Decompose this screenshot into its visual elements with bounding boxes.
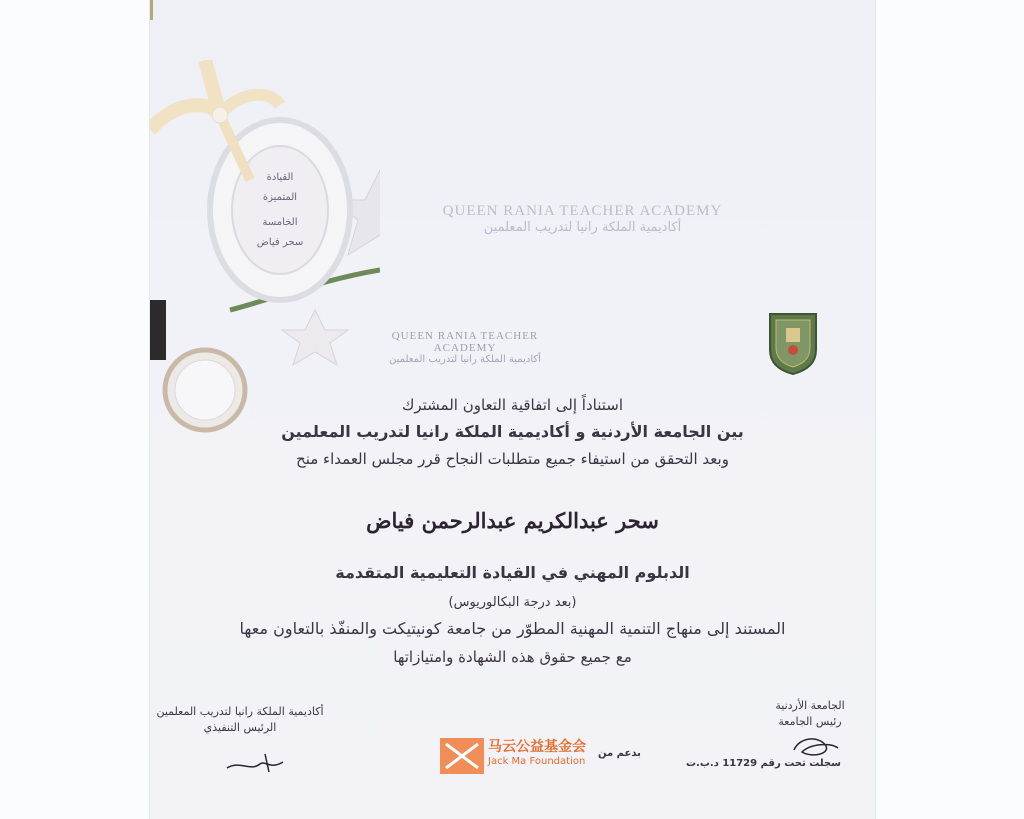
- university-title: رئيس الجامعة: [778, 715, 842, 728]
- academy-logo-arabic: أكاديمية الملكة رانيا لتدريب المعلمين: [389, 354, 541, 365]
- university-signature: [790, 734, 840, 760]
- diploma-note: (بعد درجة البكالوريوس): [448, 595, 577, 610]
- watermark-upper: [440, 203, 725, 235]
- rights-line: مع جميع حقوق هذه الشهادة وامتيازاتها: [393, 648, 632, 666]
- university-seal-icon: [766, 310, 820, 376]
- academy-logo-english: QUEEN RANIA TEACHER ACADEMY: [391, 330, 539, 354]
- academy-signature: [225, 752, 285, 776]
- recipient-name: سحر عبدالكريم عبدالرحمن فياض: [366, 508, 659, 533]
- sponsor-chinese: 马云公益基金会: [488, 739, 586, 755]
- curriculum-line: المستند إلى منهاج التنمية المهنية المطوّر من جامعة كونيتيكت والمنفّذ بالتعاون معها: [239, 619, 786, 638]
- svg-text:المتميزة: المتميزة: [262, 192, 298, 203]
- academy-signature-block: [150, 704, 330, 736]
- svg-text:الخامسة: الخامسة: [262, 217, 298, 228]
- registration-number: سجلت تحت رقم 11729 د.ب.ت: [686, 758, 841, 769]
- watermark-english: QUEEN RANIA TEACHER ACADEMY: [442, 203, 723, 219]
- diploma-title: الدبلوم المهني في القيادة التعليمية المتقدمة: [335, 563, 690, 582]
- support-label: بدعم من: [598, 748, 641, 759]
- academy-title: الرئيس التنفيذي: [203, 721, 277, 734]
- university-org: الجامعة الأردنية: [775, 699, 845, 712]
- decision-line: وبعد التحقق من استيفاء جميع متطلبات النجاح قرر مجلس العمداء منح: [296, 450, 729, 468]
- university-signature-block: [760, 698, 860, 730]
- svg-text:القيادة: القيادة: [266, 172, 294, 183]
- svg-text:سحر فياض: سحر فياض: [256, 237, 304, 248]
- paper-edge: [150, 0, 153, 20]
- parties-line: بين الجامعة الأردنية و أكاديمية الملكة رانيا لتدريب المعلمين: [281, 422, 744, 441]
- sponsor-english: Jack Ma Foundation: [488, 756, 586, 767]
- academy-org: أكاديمية الملكة رانيا لتدريب المعلمين: [156, 705, 324, 718]
- intro-line: استناداً إلى اتفاقية التعاون المشترك: [401, 396, 624, 414]
- watermark-arabic: أكاديمية الملكة رانيا لتدريب المعلمين: [483, 220, 682, 235]
- academy-logo-text: [360, 330, 570, 365]
